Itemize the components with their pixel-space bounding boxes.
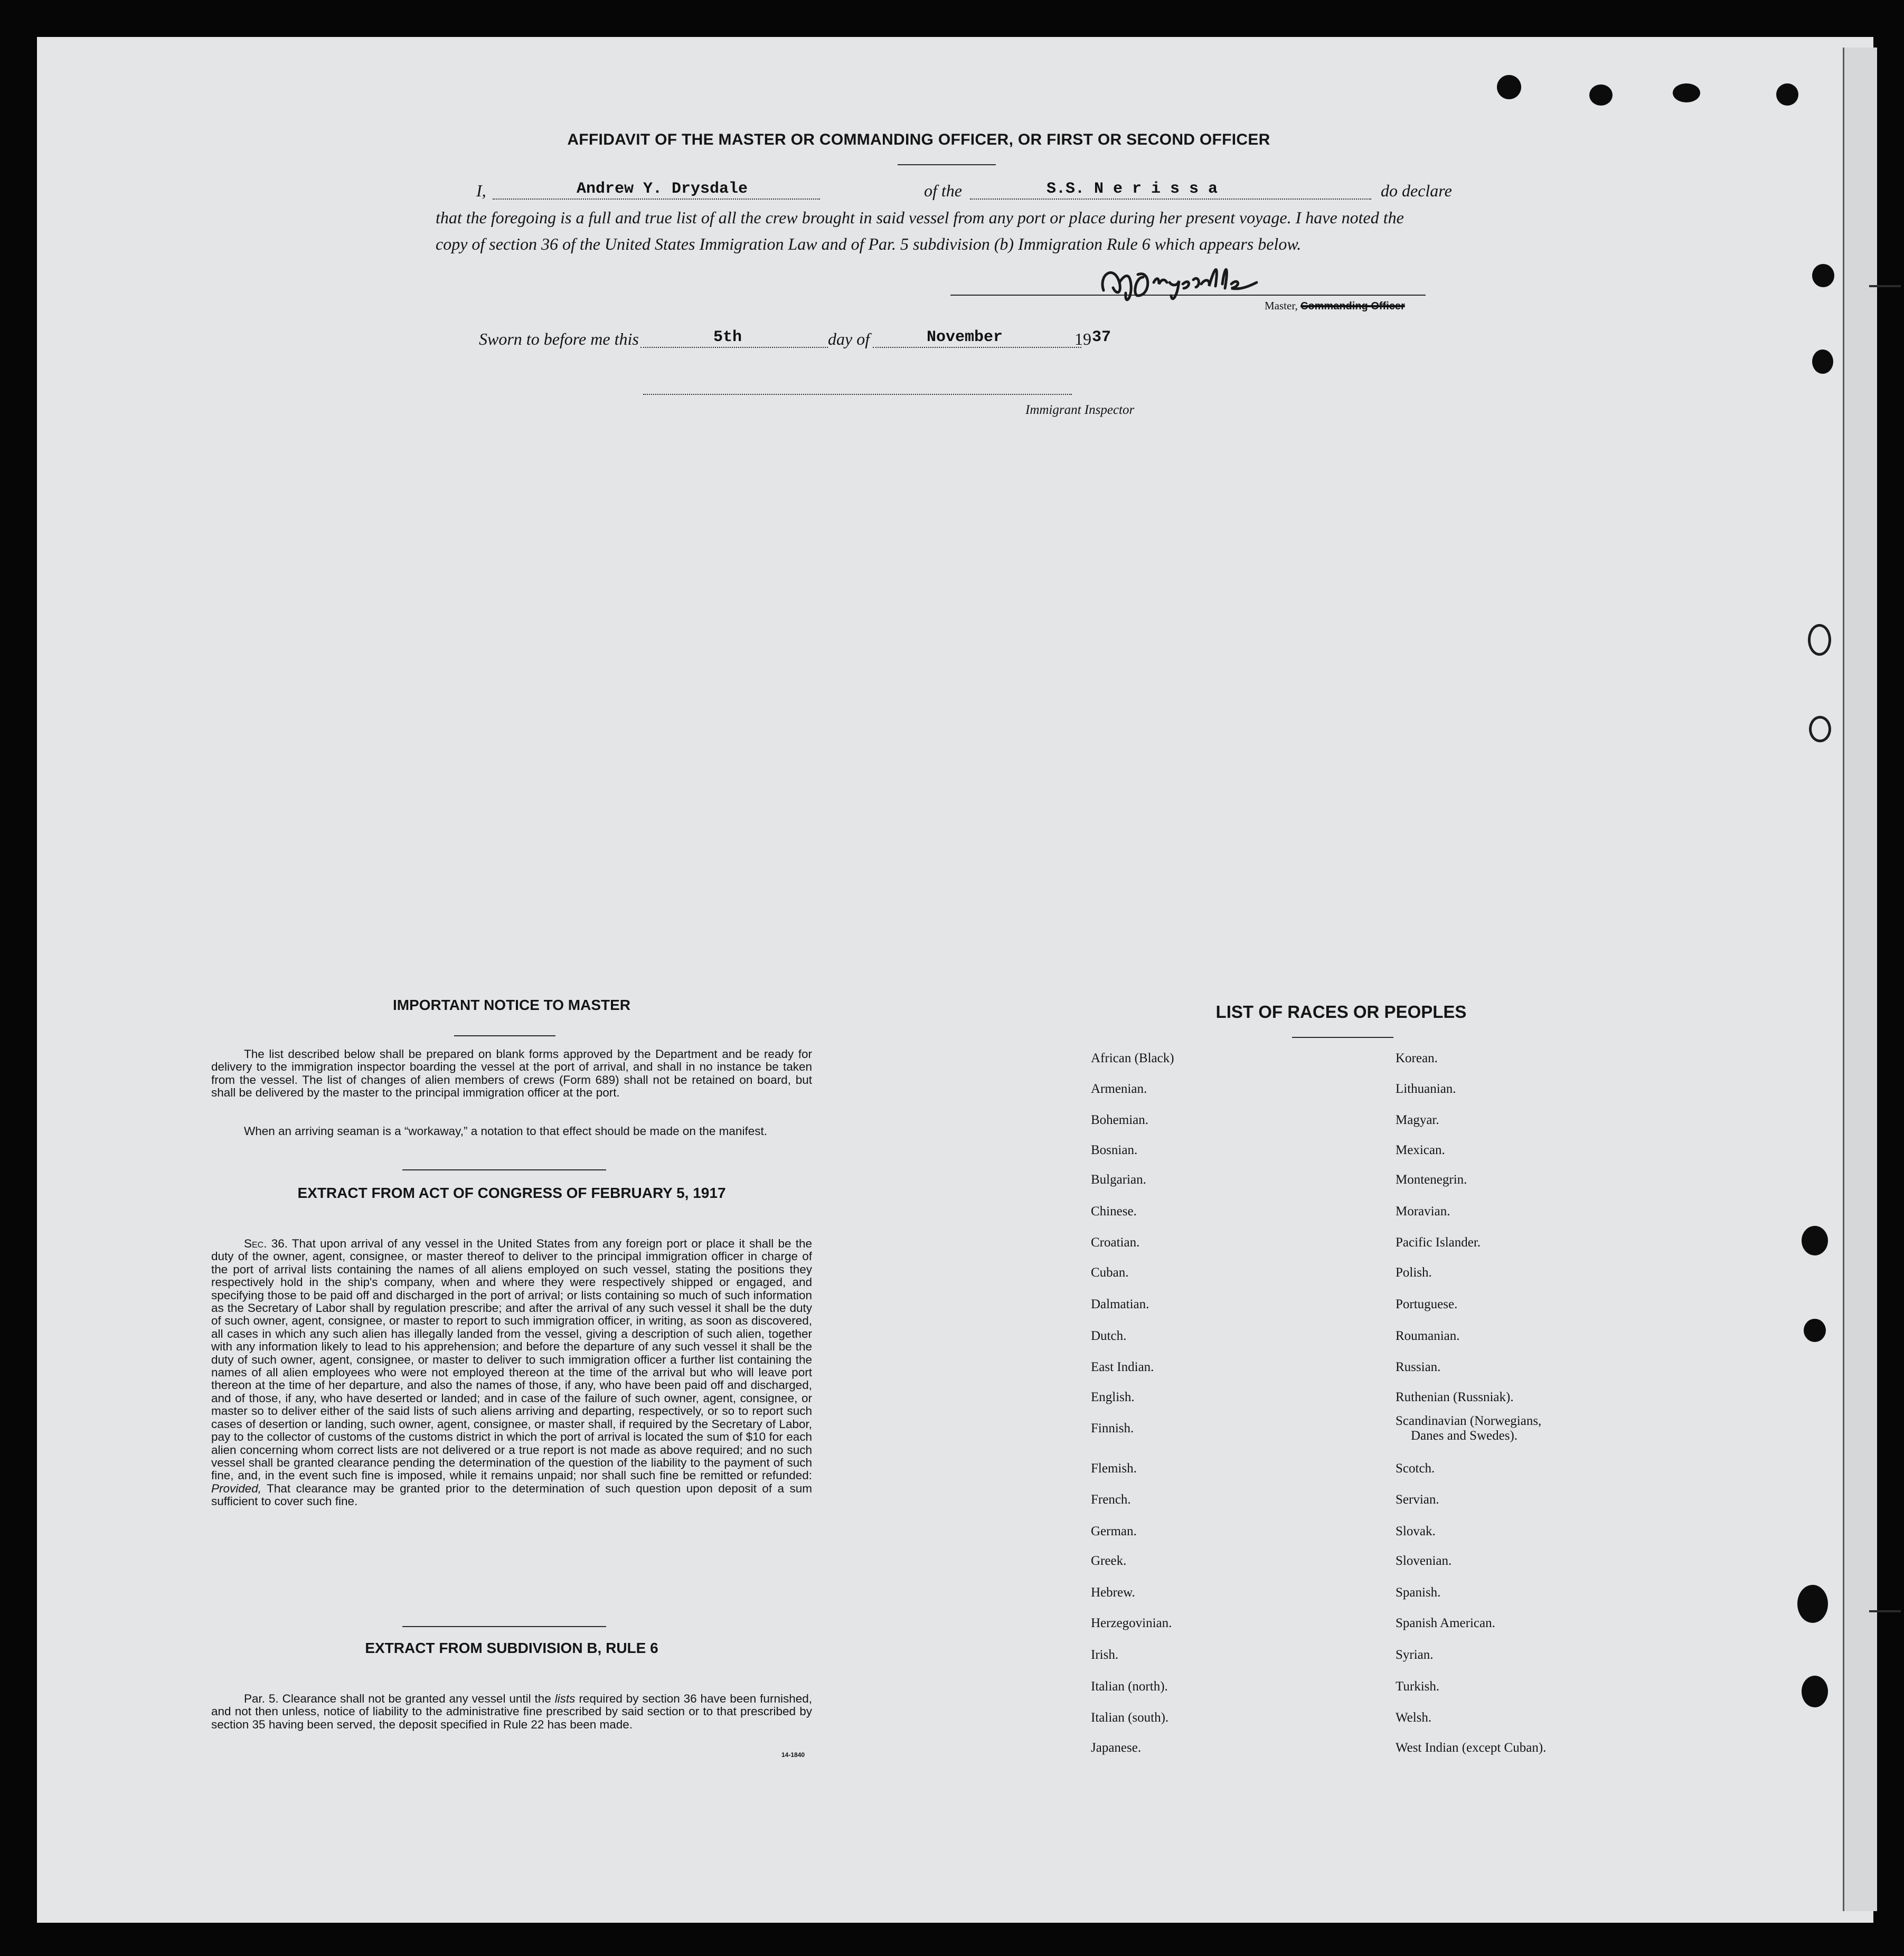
month-underline xyxy=(873,347,1081,348)
race-item: Scandinavian (Norwegians, xyxy=(1396,1414,1542,1428)
divider xyxy=(402,1626,606,1627)
divider xyxy=(898,164,996,165)
section-36-text xyxy=(211,1237,812,1508)
sworn-year: 37 xyxy=(1092,328,1111,346)
name-underline xyxy=(493,199,820,200)
race-item: Polish. xyxy=(1396,1265,1432,1280)
declaration-suffix: do declare xyxy=(1381,181,1452,200)
race-item: Croatian. xyxy=(1091,1235,1140,1250)
sworn-month: November xyxy=(927,328,1003,346)
race-item: Irish. xyxy=(1091,1648,1119,1662)
officer-name: Andrew Y. Drysdale xyxy=(577,180,748,198)
race-item: West Indian (except Cuban). xyxy=(1396,1741,1547,1755)
race-item: Lithuanian. xyxy=(1396,1082,1456,1096)
section-label: Sec. 36. xyxy=(244,1237,288,1250)
act-extract-title: EXTRACT FROM ACT OF CONGRESS OF FEBRUARY 5, 1917 xyxy=(297,1185,726,1201)
vessel-underline xyxy=(970,199,1371,200)
punch-hole xyxy=(1797,1585,1828,1623)
inspector-label: Immigrant Inspector xyxy=(1025,403,1135,417)
rule-extract-title: EXTRACT FROM SUBDIVISION B, RULE 6 xyxy=(365,1640,658,1656)
lists-word: lists xyxy=(554,1692,576,1705)
punch-hole xyxy=(1589,84,1613,106)
rule-6-text-end: required by section 36 have been furnished, and not then unless, notice of liability to the administrative fine prescribed by said section or to that prescribed by section 35 having been served, the deposit specified in Rule 22 has been made. xyxy=(211,1692,812,1731)
master-label: Master, xyxy=(1265,299,1298,312)
race-item: Servian. xyxy=(1396,1492,1439,1507)
declaration-mid: of the xyxy=(924,181,962,200)
race-item: Roumanian. xyxy=(1396,1329,1460,1343)
section-36-proviso-text: That clearance may be granted prior to the determination of such question upon deposit of a sum sufficient to cover such fine. xyxy=(211,1481,812,1508)
signer-title xyxy=(1265,299,1405,313)
day-underline xyxy=(640,347,828,348)
divider xyxy=(454,1035,555,1036)
race-item: Welsh. xyxy=(1396,1711,1432,1725)
punch-hole xyxy=(1673,83,1700,102)
punch-hole xyxy=(1497,75,1521,99)
race-item: English. xyxy=(1091,1390,1135,1404)
race-item: Bohemian. xyxy=(1091,1113,1149,1127)
punch-hole xyxy=(1812,349,1833,374)
notice-title: IMPORTANT NOTICE TO MASTER xyxy=(392,997,631,1013)
race-item: Pacific Islander. xyxy=(1396,1235,1481,1250)
form-number: 14-1840 xyxy=(781,1751,805,1759)
punch-hole xyxy=(1776,83,1798,106)
race-item: French. xyxy=(1091,1492,1131,1507)
race-item: Slovenian. xyxy=(1396,1554,1452,1568)
vessel-name: S.S. N e r i s s a xyxy=(1047,180,1218,198)
signature-image xyxy=(1093,253,1267,311)
race-item: Syrian. xyxy=(1396,1648,1434,1662)
sworn-day: 5th xyxy=(713,328,742,346)
inspector-signature-line xyxy=(643,394,1072,395)
race-item: Flemish. xyxy=(1091,1461,1137,1476)
affidavit-title: AFFIDAVIT OF THE MASTER OR COMMANDING OFFICER, OR FIRST OR SECOND OFFICER xyxy=(567,131,1270,148)
divider xyxy=(402,1169,606,1170)
race-item: Montenegrin. xyxy=(1396,1173,1467,1187)
punch-hole xyxy=(1812,264,1834,287)
race-item: East Indian. xyxy=(1091,1360,1154,1374)
race-item: Russian. xyxy=(1396,1360,1441,1374)
race-item: Slovak. xyxy=(1396,1524,1436,1538)
sworn-mid: day of xyxy=(828,329,870,348)
race-item: African (Black) xyxy=(1091,1051,1174,1065)
race-item: Bosnian. xyxy=(1091,1143,1138,1157)
race-item: Dutch. xyxy=(1091,1329,1127,1343)
rule-6-text xyxy=(211,1693,812,1731)
race-item: Spanish. xyxy=(1396,1585,1441,1600)
divider xyxy=(1292,1037,1393,1038)
race-item: Herzegovinian. xyxy=(1091,1616,1172,1630)
race-item: Magyar. xyxy=(1396,1113,1439,1127)
race-item: Japanese. xyxy=(1091,1741,1142,1755)
race-item: Cuban. xyxy=(1091,1265,1129,1280)
edge-mark xyxy=(1869,1610,1901,1612)
notice-paragraph-1: The list described below shall be prepared on blank forms approved by the Department and be ready for delivery to the immigration inspector boarding the vessel at the port of arrival, and shall in no instance be taken from the vessel. The list of changes of alien members of crews (Form 689) shall not be retained on board, but shall be delivered by the master to the principal immigration officer at the port. xyxy=(211,1047,812,1100)
sworn-prefix: Sworn to before me this xyxy=(479,329,639,348)
declaration-line-3: copy of section 36 of the United States Immigration Law and of Par. 5 subdivision (b) Immigration Rule 6 which appears below. xyxy=(436,234,1302,253)
notice-paragraph-2: When an arriving seaman is a “workaway,” a notation to that effect should be made on the manifest. xyxy=(244,1125,767,1138)
page-edge xyxy=(1843,48,1877,1911)
race-item: Greek. xyxy=(1091,1554,1127,1568)
race-item-continuation: Danes and Swedes). xyxy=(1411,1429,1518,1443)
race-item: Turkish. xyxy=(1396,1679,1440,1694)
race-item: Hebrew. xyxy=(1091,1585,1135,1600)
race-item: Mexican. xyxy=(1396,1143,1445,1157)
race-item: Dalmatian. xyxy=(1091,1297,1149,1311)
race-item: Bulgarian. xyxy=(1091,1173,1146,1187)
race-item: Ruthenian (Russniak). xyxy=(1396,1390,1514,1404)
punch-hole xyxy=(1808,624,1831,656)
race-item: German. xyxy=(1091,1524,1137,1538)
master-signature xyxy=(1093,253,1267,311)
punch-hole xyxy=(1809,716,1831,742)
punch-hole xyxy=(1804,1319,1826,1342)
race-item: Finnish. xyxy=(1091,1421,1134,1435)
declaration-line-2: that the foregoing is a full and true list of all the crew brought in said vessel from any port or place during her present voyage. I have noted the xyxy=(436,208,1404,227)
proviso-word: Provided, xyxy=(211,1481,262,1495)
rule-6-text-start: Par. 5. Clearance shall not be granted any vessel until the xyxy=(244,1692,551,1705)
races-title: LIST OF RACES OR PEOPLES xyxy=(1215,1002,1467,1022)
race-item: Italian (north). xyxy=(1091,1679,1168,1694)
race-item: Armenian. xyxy=(1091,1082,1147,1096)
declaration-prefix: I, xyxy=(476,181,486,200)
race-item: Italian (south). xyxy=(1091,1711,1169,1725)
section-36-body: That upon arrival of any vessel in the United States from any foreign port or place it shall be the duty of the owner, agent, consignee, or master thereof to deliver to the principal immigration officer in charge of the port of arrival lists containing the names of all aliens employed on such vessel, stating the positions they respectively hold in the ship's company, when and where they were respectively shipped or engaged, and specifying those to be paid off and discharged in the port of arrival; or lists containing so much of such information as the Secretary of Labor shall by regulation prescribe; and after the arrival of any such vessel it shall be the duty of such owner, agent, consignee, or master to report to such immigration officer, in writing, as soon as discovered, all cases in which any such alien has illegally landed from the vessel, giving a description of such alien, together with any information likely to lead to his apprehension; and before the departure of any such vessel it shall be the duty of such owner, agent, consignee, or master to deliver to such immigration officer a further list containing the names of all alien employees who were not employed thereon at the time of the arrival but who will leave port thereon at the time of her departure, and also the names of those, if any, who have been paid off and discharged, and of those, if any, who have deserted or landed; and in case of the failure of such owner, agent, consignee, or master so to deliver either of the said lists of such aliens arriving and departing, respectively, or so to report such cases of desertion or landing, such owner, agent, consignee, or master shall, if required by the Secretary of Labor, pay to the collector of customs of the customs district in which the port of arrival is located the sum of $10 for each alien concerning whom correct lists are not delivered or a true report is not made as above required; and no such vessel shall be granted clearance pending the determination of the question of the liability to the payment of such fine, and, in the event such fine is imposed, while it remains unpaid; nor shall such fine be remitted or refunded: xyxy=(211,1237,813,1482)
race-item: Scotch. xyxy=(1396,1461,1435,1476)
race-item: Spanish American. xyxy=(1396,1616,1495,1630)
edge-mark xyxy=(1869,285,1901,287)
punch-hole xyxy=(1802,1676,1828,1707)
race-item: Moravian. xyxy=(1396,1204,1450,1218)
race-item: Chinese. xyxy=(1091,1204,1137,1218)
punch-hole xyxy=(1802,1226,1828,1255)
race-item: Korean. xyxy=(1396,1051,1438,1065)
struck-officer-title: Commanding Officer xyxy=(1300,300,1405,312)
sworn-year-prefix: 19 xyxy=(1074,329,1091,348)
race-item: Portuguese. xyxy=(1396,1297,1458,1311)
